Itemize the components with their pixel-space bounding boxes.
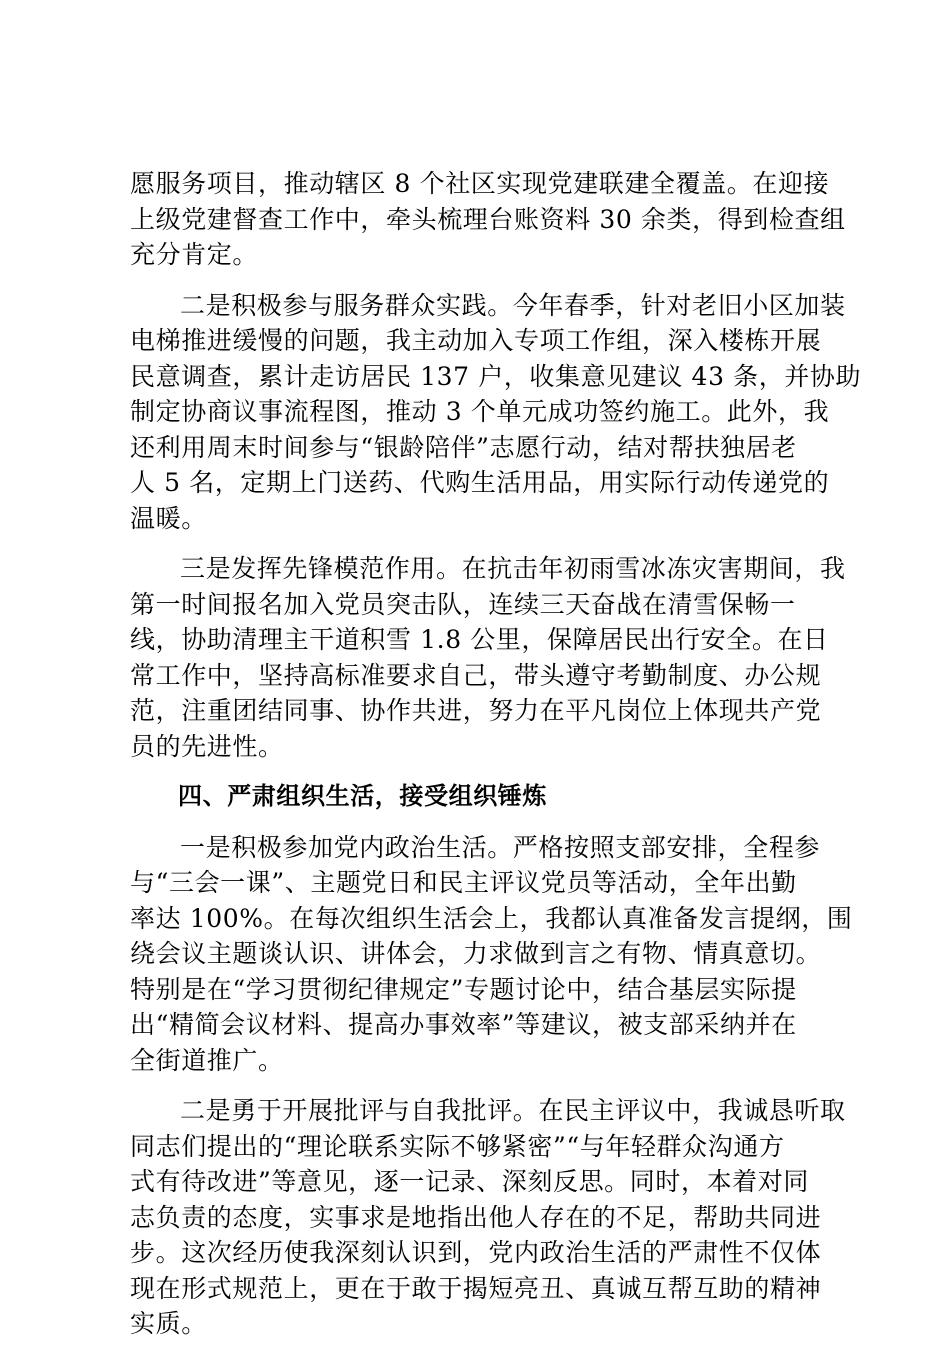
text-line: 民意调查，累计走访居民 137 户，收集意见建议 43 条，并协助 [130, 361, 862, 391]
paragraph-vanguard-role [130, 551, 846, 764]
text-line: 愿服务项目，推动辖区 8 个社区实现党建联建全覆盖。在迎接 [130, 169, 830, 198]
text-line: 二是勇于开展批评与自我批评。在民主评议中，我诚恳听取 [180, 1096, 846, 1125]
text-line: 全街道推广。 [130, 1045, 284, 1075]
text-line: 率达 100%。在每次组织生活会上，我都认真准备发言提纲，围 [130, 903, 853, 933]
text-line: 与“三会一课”、主题党日和民主评议党员等活动，全年出勤 [130, 868, 797, 897]
text-line: 温暖。 [130, 503, 207, 533]
text-line: 式有待改进”等意见，逐一记录、深刻反思。同时，本着对同 [130, 1167, 809, 1196]
text-line: 同志们提出的“理论联系实际不够紧密”“与年轻群众沟通方 [130, 1131, 785, 1161]
text-line: 电梯推进缓慢的问题，我主动加入专项工作组，深入楼栋开展 [130, 326, 822, 355]
text-line: 人 5 名，定期上门送药、代购生活用品，用实际行动传递党的 [130, 468, 830, 497]
text-line: 三是发挥先锋模范作用。在抗击年初雨雪冰冻灾害期间，我 [180, 554, 846, 583]
text-line: 特别是在“学习贯彻纪律规定”专题讨论中，结合基层实际提 [130, 974, 797, 1004]
text-line: 绕会议主题谈认识、讲体会，力求做到言之有物、情真意切。 [130, 939, 822, 968]
paragraph-serve-masses [130, 288, 862, 537]
section-heading: 四、严肃组织生活，接受组织锤炼 [178, 782, 547, 810]
text-line: 充分肯定。 [130, 240, 259, 269]
paragraph-continuation [130, 166, 846, 273]
text-line: 上级党建督查工作中，牵头梳理台账资料 30 余类，得到检查组 [130, 204, 846, 234]
text-line: 实质。 [130, 1309, 207, 1338]
text-line: 现在形式规范上，更在于敢于揭短亮丑、真诚互帮互助的精神 [130, 1273, 822, 1303]
text-line: 出“精简会议材料、提高办事效率”等建议，被支部采纳并在 [130, 1010, 797, 1039]
text-line: 第一时间报名加入党员突击队，连续三天奋战在清雪保畅一 [130, 589, 796, 619]
text-line: 常工作中，坚持高标准要求自己，带头遵守考勤制度、办公规 [130, 660, 822, 690]
text-line: 一是积极参加党内政治生活。严格按照支部安排，全程参 [180, 832, 821, 862]
text-line: 还利用周末时间参与“银龄陪伴”志愿行动，结对帮扶独居老 [130, 432, 797, 462]
paragraph-criticism [130, 1093, 846, 1342]
text-line: 线，协助清理主干道积雪 1.8 公里，保障居民出行安全。在日 [130, 625, 829, 654]
paragraph-political-life [130, 830, 853, 1079]
text-line: 制定协商议事流程图，推动 3 个单元成功签约施工。此外，我 [130, 397, 830, 426]
document-page [130, 166, 862, 1357]
text-line: 步。这次经历使我深刻认识到，党内政治生活的严肃性不仅体 [130, 1238, 822, 1267]
text-line: 范，注重团结同事、协作共进，努力在平凡岗位上体现共产党 [130, 696, 822, 725]
text-line: 志负责的态度，实事求是地指出他人存在的不足，帮助共同进 [130, 1202, 822, 1232]
text-line: 员的先进性。 [130, 731, 284, 761]
text-line: 二是积极参与服务群众实践。今年春季，针对老旧小区加装 [180, 290, 846, 320]
